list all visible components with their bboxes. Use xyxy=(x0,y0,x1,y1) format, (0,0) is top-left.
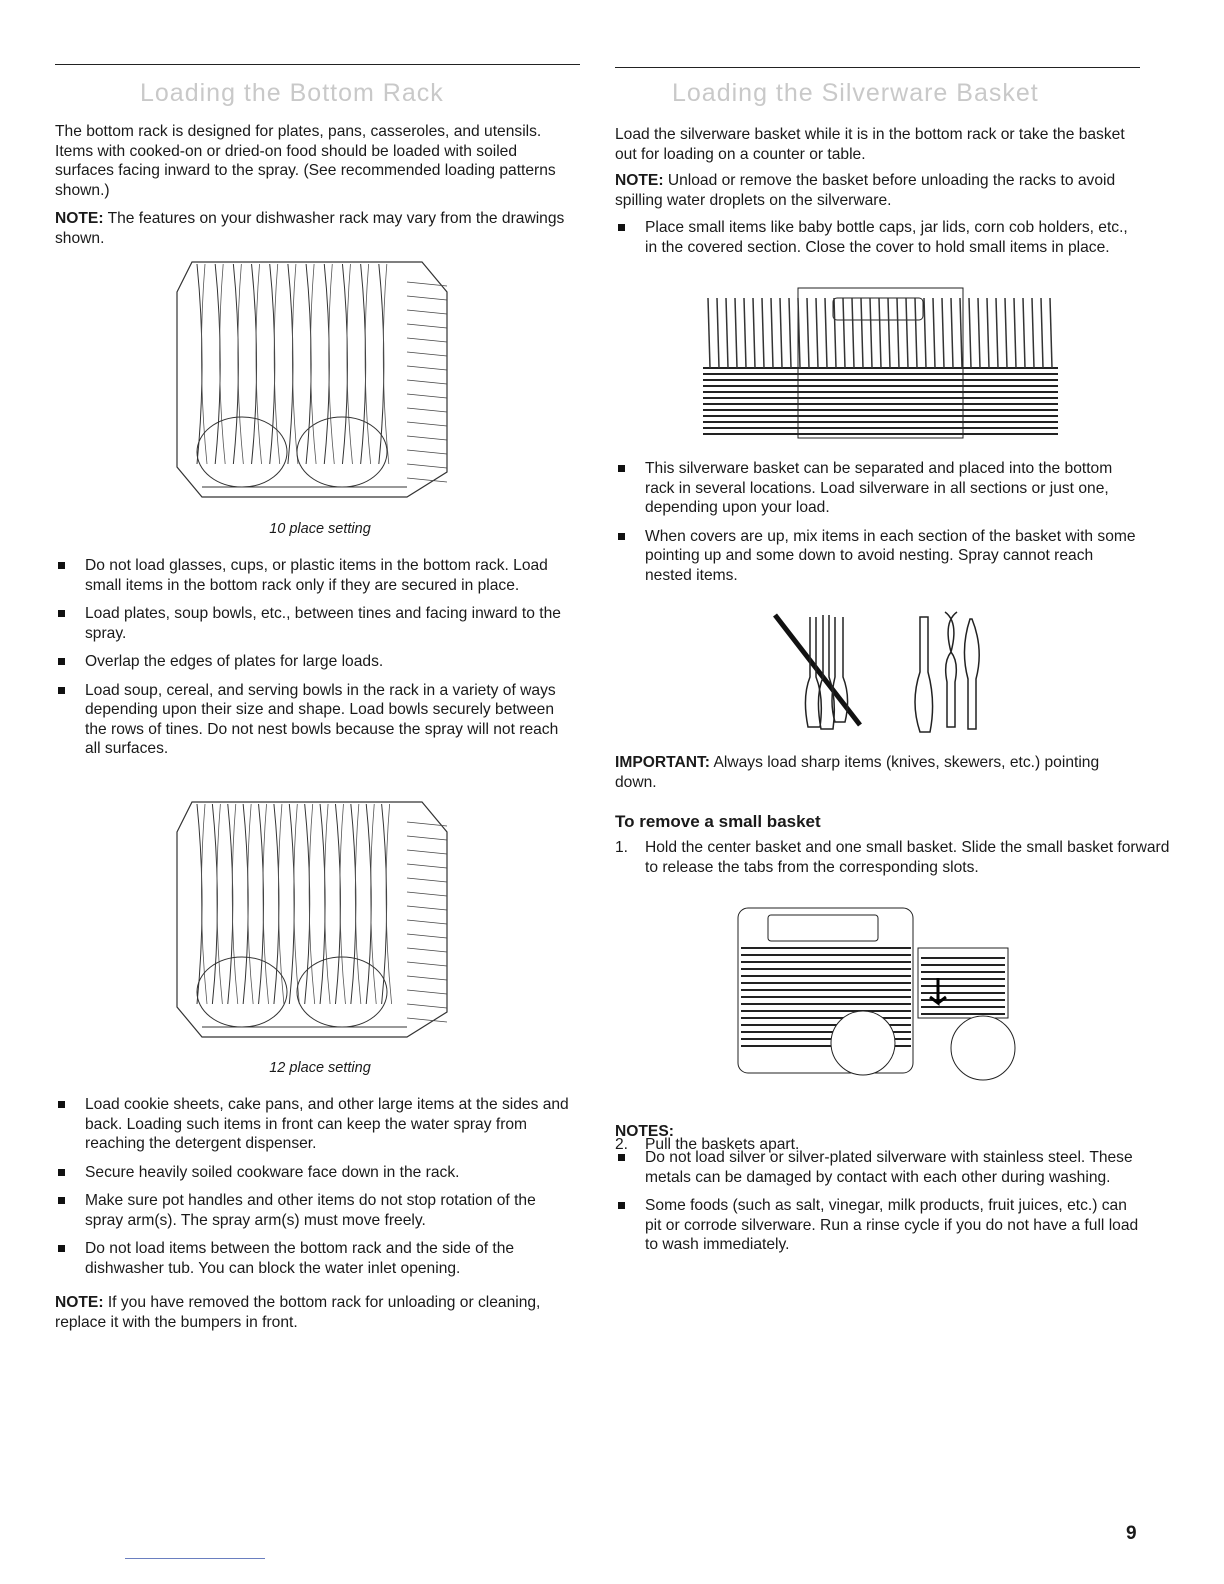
right-bullets-3 xyxy=(615,1148,1140,1264)
list-item: Secure heavily soiled cookware face down in the rack. xyxy=(55,1163,575,1183)
figure1-caption: 10 place setting xyxy=(269,521,371,537)
important-note xyxy=(615,753,1140,792)
important-text: Always load sharp items (knives, skewers, etc.) pointing down. xyxy=(615,754,1100,791)
list-item: Do not load glasses, cups, or plastic items in the bottom rack. Load small items in the bottom rack only if they are secured in place. xyxy=(55,556,575,595)
note-label: NOTE: xyxy=(55,210,104,227)
left-note2 xyxy=(55,1293,575,1332)
important-label: IMPORTANT: xyxy=(615,754,710,771)
right-bullets-2 xyxy=(615,459,1140,594)
right-bullets-1 xyxy=(615,218,1140,266)
step-number: 1. xyxy=(615,839,629,856)
bottom-rule xyxy=(125,1558,265,1559)
list-item: Load cookie sheets, cake pans, and other large items at the sides and back. Loading such items in front can keep the water spray from reaching the detergent dispenser. xyxy=(55,1095,575,1154)
remove-basket-illustration xyxy=(733,903,1023,1085)
step-number: 2. xyxy=(615,1136,629,1153)
right-heading: Loading the Silverware Basket xyxy=(672,79,1039,107)
right-intro: Load the silverware basket while it is in the bottom rack or take the basket out for loading on a counter or table. xyxy=(615,126,1125,163)
note-text: Unload or remove the basket before unloading the racks to avoid spilling water droplets on the silverware. xyxy=(615,172,1116,209)
utensils-loading-illustration xyxy=(765,607,990,737)
subheading-remove-small-basket: To remove a small basket xyxy=(615,812,821,831)
list-item: Load plates, soup bowls, etc., between tines and facing inward to the spray. xyxy=(55,604,575,643)
list-item: Some foods (such as salt, vinegar, milk products, fruit juices, etc.) can pit or corrode silverware. Run a rinse cycle if you do not have a full load to wash immediately. xyxy=(615,1196,1140,1255)
left-bullets-1 xyxy=(55,556,575,768)
left-note1 xyxy=(55,209,580,248)
list-item: Make sure pot handles and other items do not stop rotation of the spray arm(s). The spray arm(s) must move freely. xyxy=(55,1191,575,1230)
note-label: NOTE: xyxy=(615,172,664,189)
step-text: Hold the center basket and one small basket. Slide the small basket forward to release the tabs from the corresponding slots. xyxy=(645,839,1170,876)
step-text: Pull the baskets apart. xyxy=(645,1136,800,1153)
right-top-rule xyxy=(615,67,1140,68)
left-intro: The bottom rack is designed for plates, pans, casseroles, and utensils. Items with cooked-on or dried-on food should be loaded with soiled surfaces facing inward to the spray. (See recommended loading patterns shown.) xyxy=(55,123,556,199)
left-heading: Loading the Bottom Rack xyxy=(140,79,444,107)
left-top-rule xyxy=(55,64,580,65)
notes-label: NOTES: xyxy=(615,1123,674,1140)
note-text: The features on your dishwasher rack may vary from the drawings shown. xyxy=(55,210,565,247)
figure2-caption: 12 place setting xyxy=(269,1060,371,1076)
step-1 xyxy=(615,838,1170,877)
left-bullets-2 xyxy=(55,1095,575,1287)
right-note xyxy=(615,171,1140,210)
list-item: When covers are up, mix items in each section of the basket with some pointing up and some down to avoid nesting. Spray cannot reach nested items. xyxy=(615,527,1140,586)
list-item: Do not load items between the bottom rack and the side of the dishwasher tub. You can block the water inlet opening. xyxy=(55,1239,575,1278)
list-item: Place small items like baby bottle caps, jar lids, corn cob holders, etc., in the covered section. Close the cover to hold small items in place. xyxy=(615,218,1140,257)
silverware-basket-illustration xyxy=(703,283,1058,443)
note-text: If you have removed the bottom rack for unloading or cleaning, replace it with the bumpers in front. xyxy=(55,1294,541,1331)
list-item: Overlap the edges of plates for large loads. xyxy=(55,652,575,672)
rack-10-place-illustration xyxy=(172,252,457,502)
list-item: Load soup, cereal, and serving bowls in the rack in a variety of ways depending upon their size and shape. Load bowls securely between the rows of tines. Do not nest bowls because the spray will not reach all surfaces. xyxy=(55,681,575,759)
list-item: Do not load silver or silver-plated silverware with stainless steel. These metals can be damaged by contact with each other during washing. xyxy=(615,1148,1140,1187)
page-number: 9 xyxy=(1126,1523,1137,1544)
rack-12-place-illustration xyxy=(172,792,457,1042)
list-item: This silverware basket can be separated and placed into the bottom rack in several locations. Load silverware in all sections or just one, depending upon your load. xyxy=(615,459,1140,518)
note-label: NOTE: xyxy=(55,1294,104,1311)
